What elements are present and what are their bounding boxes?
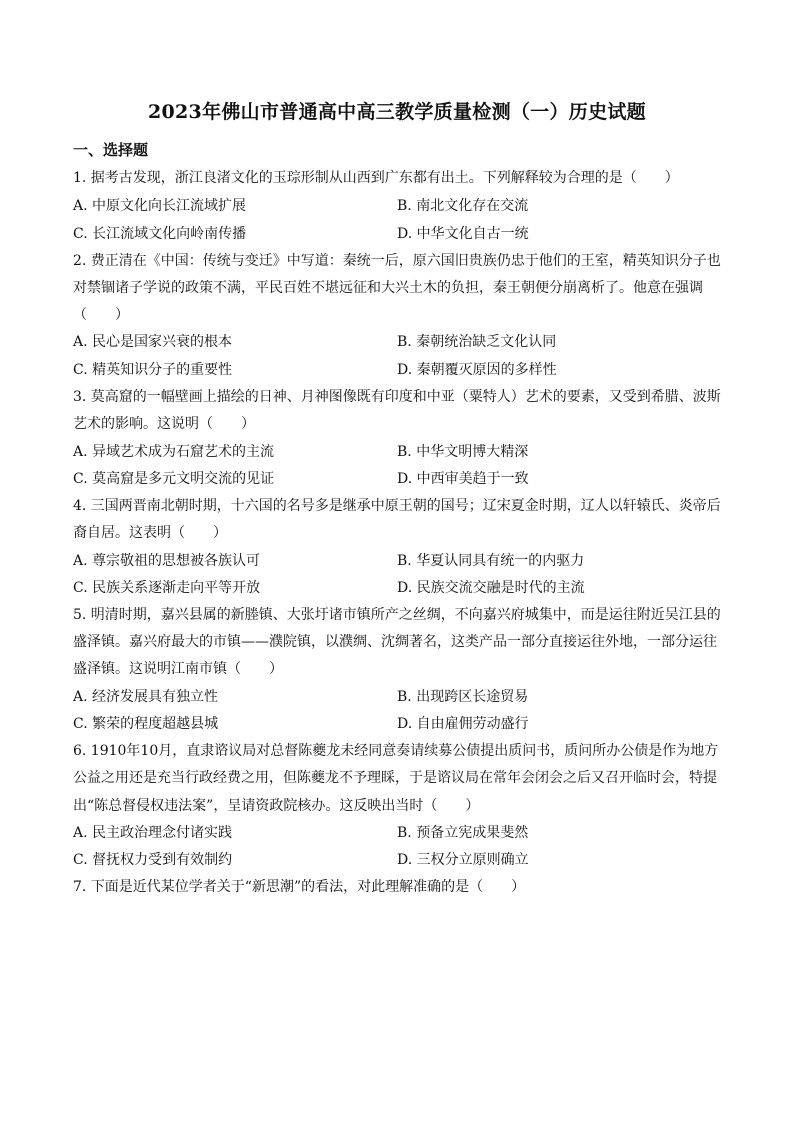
question-2-option-a: A. 民心是国家兴衰的根本 xyxy=(73,334,233,350)
question-2-text-line-2: 对禁锢诸子学说的政策不满，平民百姓不堪远征和大兴土木的负担，秦王朝便分崩离析了。他意在强调 xyxy=(73,280,703,296)
question-4-option-a: A. 尊宗敬祖的思想被各族认可 xyxy=(73,553,261,569)
question-5-text-line-1: 5. 明清时期，嘉兴县属的新塍镇、大张圩诸市镇所产之丝绸，不向嘉兴府城集中，而是运往附近吴江县的 xyxy=(73,607,721,623)
question-5-option-b: B. 出现跨区长途贸易 xyxy=(397,689,529,705)
question-1-text: 1. 据考古发现，浙江良渚文化的玉琮形制从山西到广东都有出土。下列解释较为合理的是（ ） xyxy=(73,170,679,186)
question-5-text-line-3: 盛泽镇。这说明江南市镇（ ） xyxy=(73,661,283,677)
question-6-text-line-1: 6. 1910年10月，直隶谘议局对总督陈夔龙未经同意奏请续募公债提出质问书，质问所办公债是作为地方 xyxy=(73,743,719,759)
question-3-option-c: C. 莫高窟是多元文明交流的见证 xyxy=(73,471,275,487)
question-3-option-b: B. 中华文明博大精深 xyxy=(397,444,529,460)
exam-title: 2023年佛山市普通高中高三教学质量检测（一）历史试题 xyxy=(148,101,646,123)
section-heading: 一、选择题 xyxy=(73,141,149,159)
question-6-option-d: D. 三权分立原则确立 xyxy=(397,852,529,868)
question-4-option-c: C. 民族关系逐渐走向平等开放 xyxy=(73,580,261,596)
question-3-text-line-2: 艺术的影响。这说明（ ） xyxy=(73,416,255,432)
question-7-text: 7. 下面是近代某位学者关于“新思潮”的看法，对此理解准确的是（ ） xyxy=(73,879,526,895)
question-2-option-c: C. 精英知识分子的重要性 xyxy=(73,362,233,378)
question-5-option-d: D. 自由雇佣劳动盛行 xyxy=(397,716,529,732)
question-6-option-b: B. 预备立宪成果斐然 xyxy=(397,825,529,841)
question-2-text-line-3: （ ） xyxy=(73,307,129,323)
question-3-text-line-1: 3. 莫高窟的一幅壁画上描绘的日神、月神图像既有印度和中亚（粟特人）艺术的要素，又受到希腊、波斯 xyxy=(73,389,721,405)
question-3-option-d: D. 中西审美趋于一致 xyxy=(397,471,529,487)
question-4-option-b: B. 华夏认同具有统一的内驱力 xyxy=(397,553,585,569)
question-5-option-c: C. 繁荣的程度超越县城 xyxy=(73,716,219,732)
question-6-option-a: A. 民主政治理念付诸实践 xyxy=(73,825,233,841)
question-1-option-d: D. 中华文化自古一统 xyxy=(397,226,529,242)
question-2-option-b: B. 秦朝统治缺乏文化认同 xyxy=(397,334,557,350)
question-2-text-line-1: 2. 费正清在《中国：传统与变迁》中写道：秦统一后，原六国旧贵族仍忠于他们的王室，精英知识分子也 xyxy=(73,253,721,269)
question-6-text-line-3: 出“陈总督侵权违法案”，呈请资政院核办。这反映出当时（ ） xyxy=(73,798,480,814)
question-1-option-b: B. 南北文化存在交流 xyxy=(397,198,529,214)
question-4-text-line-2: 裔自居。这表明（ ） xyxy=(73,525,227,541)
question-3-option-a: A. 异域艺术成为石窟艺术的主流 xyxy=(73,444,275,460)
question-1-option-c: C. 长江流域文化向岭南传播 xyxy=(73,226,247,242)
question-4-option-d: D. 民族交流交融是时代的主流 xyxy=(397,580,585,596)
question-6-text-line-2: 公益之用还是充当行政经费之用，但陈夔龙不予理睬，于是谘议局在常年会闭会之后又召开临时会，特提 xyxy=(73,770,717,786)
question-5-option-a: A. 经济发展具有独立性 xyxy=(73,689,219,705)
question-1-option-a: A. 中原文化向长江流域扩展 xyxy=(73,198,247,214)
question-2-option-d: D. 秦朝覆灭原因的多样性 xyxy=(397,362,557,378)
question-6-option-c: C. 督抚权力受到有效制约 xyxy=(73,852,233,868)
question-5-text-line-2: 盛泽镇。嘉兴府最大的市镇——濮院镇，以濮绸、沈绸著名，这类产品一部分直接运往外地，一部分运往 xyxy=(73,634,717,650)
question-4-text-line-1: 4. 三国两晋南北朝时期，十六国的名号多是继承中原王朝的国号；辽宋夏金时期，辽人以轩辕氏、炎帝后 xyxy=(73,498,721,514)
